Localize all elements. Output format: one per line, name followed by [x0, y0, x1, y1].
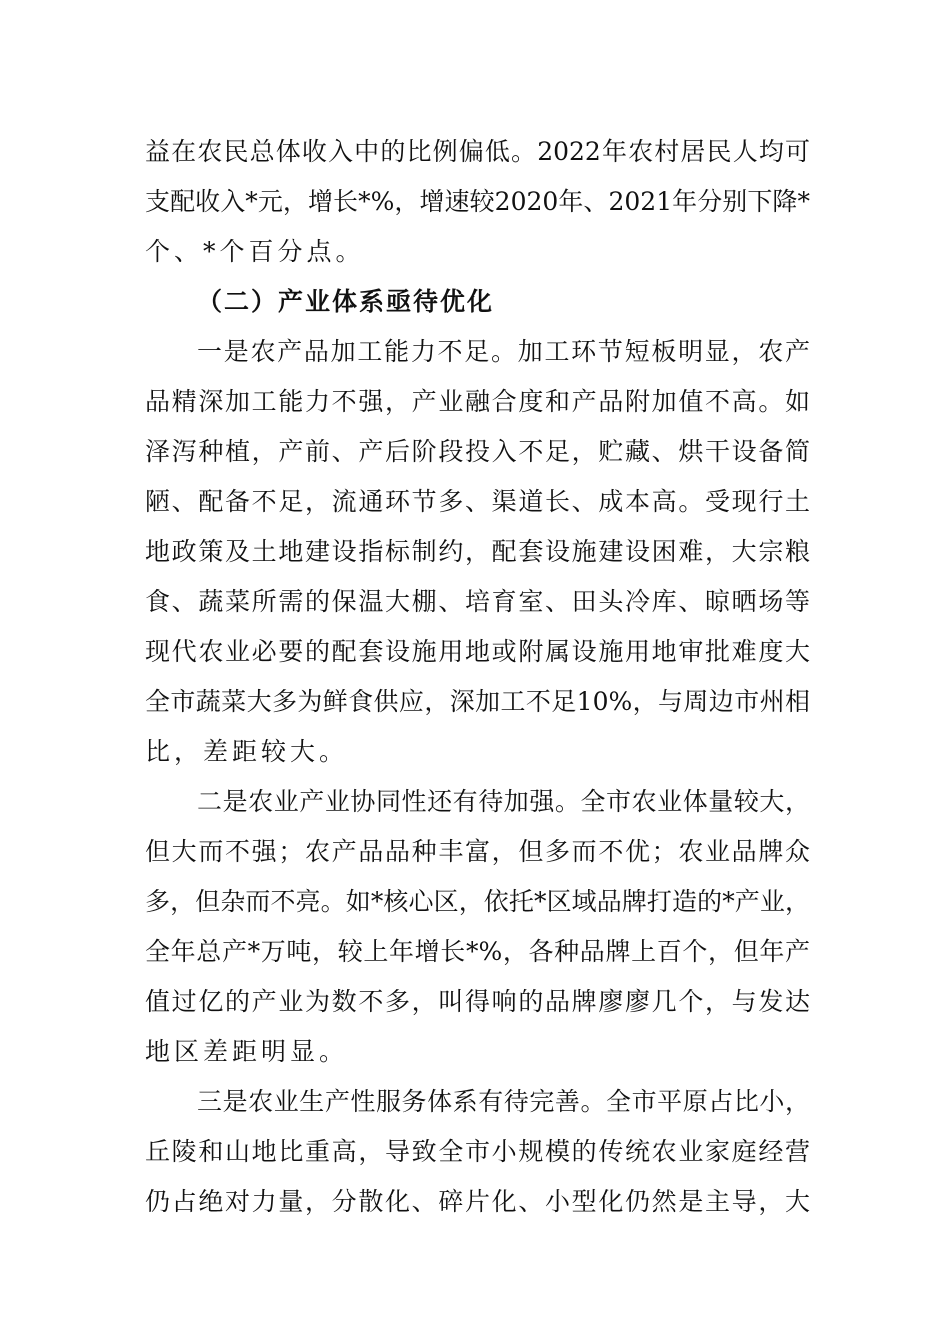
text-line: 陋、配备不足，流通环节多、渠道长、成本高。受现行土: [145, 487, 810, 516]
text-line: 比，差距较大。: [145, 737, 349, 766]
text-line: 仍占绝对力量，分散化、碎片化、小型化仍然是主导，大: [145, 1187, 810, 1216]
text-line: 现代农业必要的配套设施用地或附属设施用地审批难度大: [145, 637, 810, 666]
paragraph-first-line: 一是农产品加工能力不足。加工环节短板明显，农产: [197, 337, 810, 366]
paragraph-first-line: 二是农业产业协同性还有待加强。全市农业体量较大，: [197, 787, 810, 816]
section-heading: （二）产业体系亟待优化: [197, 287, 495, 316]
text-line: 支配收入*元，增长*%，增速较2020年、2021年分别下降*: [145, 187, 810, 216]
text-line: 食、蔬菜所需的保温大棚、培育室、田头冷库、晾晒场等: [145, 587, 810, 616]
text-line: 丘陵和山地比重高，导致全市小规模的传统农业家庭经营: [145, 1137, 810, 1166]
text-line: 全年总产*万吨，较上年增长*%，各种品牌上百个，但年产: [145, 937, 810, 966]
text-line: 但大而不强；农产品品种丰富，但多而不优；农业品牌众: [145, 837, 810, 866]
paragraph-first-line: 三是农业生产性服务体系有待完善。全市平原占比小，: [197, 1087, 810, 1116]
text-line: 品精深加工能力不强，产业融合度和产品附加值不高。如: [145, 387, 810, 416]
text-line: 多，但杂而不亮。如*核心区，依托*区域品牌打造的*产业，: [145, 887, 810, 916]
text-line: 值过亿的产业为数不多，叫得响的品牌廖廖几个，与发达: [145, 987, 810, 1016]
text-line: 全市蔬菜大多为鲜食供应，深加工不足10%，与周边市州相: [145, 687, 810, 716]
text-line: 地区差距明显。: [145, 1037, 349, 1066]
text-line: 个、*个百分点。: [145, 237, 365, 266]
text-line: 益在农民总体收入中的比例偏低。2022年农村居民人均可: [145, 137, 810, 166]
text-line: 泽泻种植，产前、产后阶段投入不足，贮藏、烘干设备简: [145, 437, 810, 466]
text-line: 地政策及土地建设指标制约，配套设施建设困难，大宗粮: [145, 537, 810, 566]
